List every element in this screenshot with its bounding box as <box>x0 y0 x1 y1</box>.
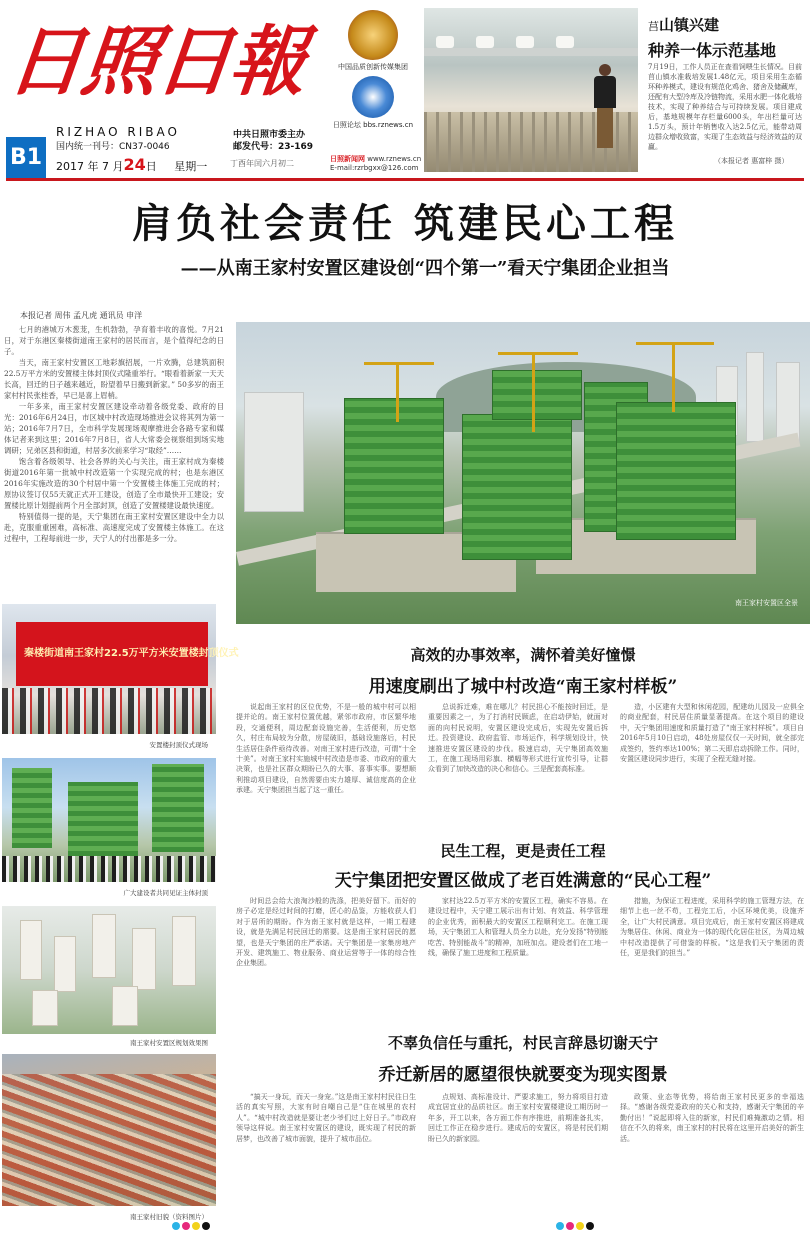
section2-kicker: 民生工程，更是责任工程 <box>440 842 606 860</box>
section1-column <box>428 702 608 820</box>
date-prefix: 2017 年 7 月 <box>56 160 124 173</box>
lamp-icon <box>436 36 454 48</box>
top-story-credit: （本报记者 惠富梓 摄） <box>714 157 789 165</box>
print-color-marks <box>172 1215 212 1225</box>
residential-tower <box>32 990 58 1026</box>
section3-title[interactable]: 乔迁新居的愿望很快就要变为现实图景 <box>378 1065 668 1085</box>
section1-title[interactable]: 用速度刷出了城中村改造“南王家村样板” <box>368 677 678 697</box>
issn: 国内统一刊号：CN37-0046 <box>56 142 170 152</box>
black-dot-icon <box>202 1222 210 1230</box>
section3-kicker: 不辜负信任与重托，村民言辞恳切谢天宁 <box>387 1034 658 1052</box>
ceremony-caption: 安置楼封顶仪式现场 <box>149 741 208 749</box>
building-under-construction <box>68 782 138 856</box>
crowd <box>2 688 216 734</box>
section1-col3-text: 造，小区建有大型和休闲花园，配建幼儿园及一应俱全的商业配套，村民居住质量显著提高。在这个项目的建设中，天宁集团用速度和质量打造了“南王家村样板”。项目自2016年5月10日启动，48处房屋仅仅一天时间，就全部完成签约，签约率达100%；第二天即启动拆除工作。同时，安置区建设同步进行，实现了全程无缝对接。 <box>620 703 804 764</box>
building-under-construction <box>616 402 736 540</box>
section2-col2-text: 家村达22.5万平方米的安置区工程，确实不容易。在建设过程中，天宁建工展示出有计划、有效益、科学管理的企业优秀，面积最大的安置区工程顺利完工。在施工现场，天宁集团工人和管理人员全力以赴，充分发扬“特别能吃苦、特别能战斗”的精神，加班加点。建设者们在工地一线，确保了施工进度和工程质量。 <box>428 897 608 958</box>
residential-tower <box>92 914 116 978</box>
section1-column <box>236 702 416 820</box>
builders-caption: 广大建设者共同见证主体封顶 <box>123 889 208 897</box>
newspaper-logo: 日照日報 <box>3 17 309 106</box>
masthead <box>0 0 810 182</box>
lunar-date: 丁酉年闰六月初二 <box>230 159 294 168</box>
main-photo-caption: 南王家村安置区全景 <box>735 599 798 607</box>
magenta-dot-icon <box>566 1222 574 1230</box>
farm-worker-figure <box>594 64 616 150</box>
page-number-badge: B1 <box>6 137 46 179</box>
section3-column <box>620 1092 804 1202</box>
section3-column <box>428 1092 608 1202</box>
section2-column <box>620 896 804 1018</box>
roman-name: RIZHAO RIBAO <box>56 125 180 139</box>
badge1-caption: 中国品质创新传媒集团 <box>338 63 408 71</box>
building-under-construction <box>152 764 204 852</box>
rendering-caption: 南王家村安置区规划效果图 <box>130 1039 208 1047</box>
tower-crane <box>396 362 399 422</box>
lead-paragraph: 七月的港城万木葱茏，生机勃勃，孕育着丰收的喜悦。7月21日，对于东港区秦楼街道南王家村的居民而言，是个值得纪念的日子。 <box>4 325 224 356</box>
top-story-text: 7月19日，工作人员正在查看饲喂生长情况。目前莒山镇水准栽培发展1.48亿元，项目采用生态循环种养模式，建设有规范化鸡舍、猪舍及储藏库，还配有大型冷库及冷链物流，采用水肥一体化栽培技术，实现了种养结合与可持续发展。项目建成后，基地规模年存栏量6000头，年出栏量可达1.5万头，预计年销售收入达2.5亿元，能带动周边群众增收致富，实现了生态效益与经济效益的双赢。 <box>648 63 802 151</box>
main-headline[interactable]: 肩负社会责任 筑建民心工程 <box>132 201 678 247</box>
lamp-icon <box>516 36 534 48</box>
building-under-construction <box>462 414 572 560</box>
section2-column <box>428 896 608 1018</box>
builders-photo <box>2 758 216 882</box>
background-building <box>244 392 304 512</box>
residential-tower <box>172 916 196 986</box>
crane-jib <box>636 342 714 345</box>
section3-column <box>236 1092 416 1202</box>
forum-logo-icon <box>352 76 394 118</box>
section3-col1-text: “搞天一身玩，而天一身宠。”这是南王家村村民往日生活的真实写照，大家有时自嘲自己是“住在城里的农村人”。“城中村改造就是要让老少爷们过上好日子。”市政府领导这样说。南王家村安置区的建设，既实现了村民的新居梦，也改善了城市面貌，提升了城市品位。 <box>236 1093 416 1143</box>
badge2-caption: 日照论坛 bbs.rznews.cn <box>332 121 414 129</box>
masthead-divider <box>6 178 804 181</box>
residential-tower <box>20 920 42 980</box>
top-story-title-main: 山镇兴建 <box>659 16 720 34</box>
contact-brand: 日照新闻网 <box>330 155 365 163</box>
section2-col1-text: 时间总会给大浪淘沙般的洗涤，把美好留下。而好的房子必定是经过时间的打磨，匠心的品鉴，方能收获人们对于居所的期盼。作为南王家村就是这样，一期工程建设，就是先满足村民回迁的需要。这是南王家村居民的愿望，也是天宁集团的庄严承诺。天宁集团是一家集房地产开发、建筑施工、物业服务、商业运营等于一体的综合性企业集团。 <box>236 897 416 968</box>
residential-tower <box>54 936 76 992</box>
black-dot-icon <box>586 1222 594 1230</box>
building-under-construction <box>344 398 444 534</box>
lead-paragraph: 特别值得一提的是，天宁集团在南王家村安置区建设中全力以赴，克服重重困难，高标准、高速度完成了安置楼主体施工。在这过程中，工程每前进一步，天宁人的付出都是多一分。 <box>4 512 224 543</box>
residential-tower <box>112 986 138 1026</box>
workers-crowd <box>2 856 216 882</box>
magenta-dot-icon <box>182 1222 190 1230</box>
ceremony-photo <box>2 604 239 734</box>
section1-col1-text: 说起南王家村的区位优势，不是一般的城中村可以相提并论的。南王家村位置优越，紧邻市政府，市区繁华地段，交通便利，周边配套设施完善，生活便利，历史悠久，村庄布局较为分散，房屋破旧，基础设施落后，村民生活居住条件亟待改善。对南王家村进行改造，可谓“十全十美”。对南王家村实施城中村改造是市委、市政府的重大决策，也是社区群众期盼已久的大事、喜事实事。要想顺利推动项目建设，自然需要由实力雄厚、诚信度高的企业承建。天宁集团担当起了这一重任。 <box>236 703 416 795</box>
ceremony-banner-text: 秦楼街道南王家村22.5万平方米安置楼封顶仪式 <box>24 648 239 659</box>
postal-code: 邮发代号：23-169 <box>233 142 314 152</box>
yellow-dot-icon <box>576 1222 584 1230</box>
cyan-dot-icon <box>556 1222 564 1230</box>
crane-jib <box>498 352 578 355</box>
cyan-dot-icon <box>172 1222 180 1230</box>
section1-col2-text: 总说拆迁难，难在哪儿？村民担心不能按时回迁，是重要因素之一，为了打消村民顾虑，在启动伊始，就面对面的向村民说明，安置区建设完成后，实现先安置后拆迁。投资建设、政府监管、市场运作，科学规划设计，快速推进安置区建设的步伐。极速启动，天宁集团高效施工，在施工现场用彩旗、横幅等形式进行宣传引导，让群众看到了加快改造的决心和信心。三是配套高标准。 <box>428 703 608 774</box>
section2-column <box>236 896 416 1018</box>
award-badges <box>330 10 416 160</box>
contact-email[interactable]: E-mail:rzrbgxx@126.com <box>330 164 419 172</box>
top-story-title-prefix: 莒 <box>648 20 659 33</box>
date-day: 24 <box>123 155 146 174</box>
section1-column <box>620 702 804 820</box>
sub-headline: ——从南王家村安置区建设创“四个第一”看天宁集团企业担当 <box>180 258 670 279</box>
lead-paragraph: 饱含着各级领导、社会各界的关心与关注，南王家村成为秦楼街道2016年第一批城中村改造第一个实现完成的村；也是东港区2016年实施改造的30个村居中第一个安置楼主体施工完成的村；原协议签订仅55天就正式开工建设，创造了全市最快开工建设；安置楼比原计划提前两个月全部封顶，创造了安置楼建设最快速度。 <box>4 457 224 510</box>
issue-date <box>56 155 207 174</box>
crane-jib <box>364 362 434 365</box>
date-suffix: 日 <box>145 160 157 173</box>
pig-farm-photo <box>424 8 638 172</box>
rendering-photo <box>2 906 216 1034</box>
section3-col3-text: 政策、业态等优势，将给南王家村民更多的幸福选择。“感谢各级党委政府的关心和支持，感谢天宁集团的辛勤付出！”说起即将入住的新家，村民们难掩激动之情。相信在不久的将来，南王家村的村民将在这里开启美好的新生活。 <box>620 1093 804 1143</box>
lamp-icon <box>556 36 574 48</box>
sponsor-info <box>233 129 313 153</box>
feeding-rail <box>424 48 638 56</box>
village-roofs <box>2 1074 216 1206</box>
building-under-construction <box>492 370 582 420</box>
construction-site-photo <box>236 322 810 624</box>
residential-tower <box>132 928 156 990</box>
top-story-title-line2[interactable]: 种养一体示范基地 <box>648 41 777 60</box>
tower-crane <box>532 352 535 432</box>
lead-paragraph: 当天，南王家村安置区工地彩旗招展，一片欢腾，总建筑面积22.5万平方米的安置楼主体封顶仪式隆重举行。“眼看着新家一天天长高，回迁的日子越来越近，盼望着早日搬到新家。” 50多岁的南王家村村民张桂香，早已是喜上眉梢。 <box>4 358 224 400</box>
old-village-caption: 南王家村旧貌（资料图片） <box>130 1213 208 1221</box>
quality-award-icon <box>348 10 398 60</box>
background-building <box>776 362 800 442</box>
tower-crane <box>672 342 675 412</box>
print-color-marks <box>556 1215 596 1225</box>
sponsor: 中共日照市委主办 <box>233 130 306 140</box>
contact-web[interactable]: www.rznews.cn <box>367 155 422 163</box>
top-story-title-line1[interactable] <box>648 14 719 35</box>
old-village-photo <box>2 1054 216 1206</box>
weekday: 星期一 <box>174 160 208 173</box>
building-under-construction <box>12 768 52 848</box>
section2-col3-text: 措施，为保证工程进度，采用科学的施工管理方法，在细节上也一丝不苟，工程完工后，小区环境优美，设施齐全，让广大村民满意。项目完成后，南王家村安置区将建成为集居住、休闲、商业为一体的现代化居住社区，为周边城中村改造提供了可借鉴的样板。“这是我们天宁集团的责任，更是我们的担当。” <box>620 897 804 958</box>
lead-article <box>4 324 224 594</box>
lead-paragraph: 一年多来，南王家村安置区建设牵动着各级党委、政府的目光：2016年6月24日，市区城中村改造现场推进会议将其列为第一站；2016年7月7日，全市科学发展现场观摩推进会各路专家和媒体记者来到这里；2016年7月8日，省人大常委会视察组到场实地调研；兄弟区县和街道，村居多次前来学习“取经”…… <box>4 402 224 455</box>
yellow-dot-icon <box>192 1222 200 1230</box>
lamp-icon <box>476 36 494 48</box>
contact-info <box>330 155 421 173</box>
background-building <box>746 352 764 442</box>
byline: 本报记者 周伟 孟凡虎 通讯员 申洋 <box>20 311 143 320</box>
section1-kicker: 高效的办事效率，满怀着美好憧憬 <box>410 646 636 664</box>
section2-title[interactable]: 天宁集团把安置区做成了老百姓满意的“民心工程” <box>334 871 712 891</box>
section3-col2-text: 点规划、高标准设计、严要求施工，努力将项目打造成宜居宜业的品质社区。南王家村安置楼建设工期历时一年多，开工以来，各方面工作有序推进，前期准备扎实，回迁工作正在稳步进行。建成后的安置区，将是村民们期盼已久的新家园。 <box>428 1093 608 1143</box>
